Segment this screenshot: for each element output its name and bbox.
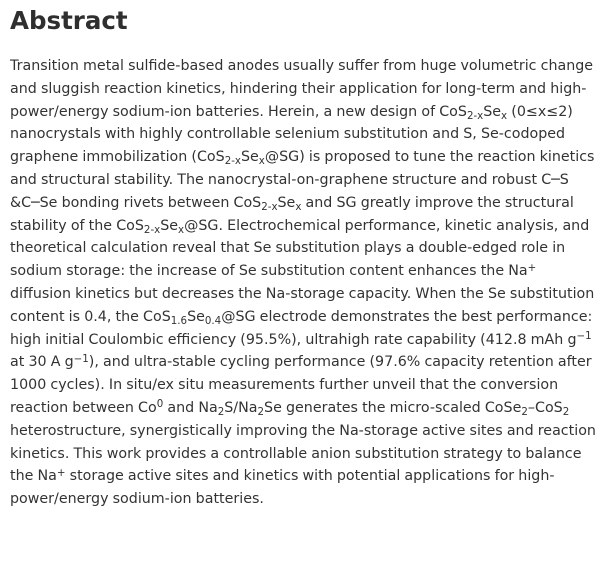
abstract-text-run: ), and ultra-stable cycling performance (97.6% capacity retention after 1000 cycles). In situ/ex situ measurements further unveil that the conversion reaction between Co xyxy=(10,354,592,416)
abstract-text-run: Se xyxy=(160,217,179,234)
abstract-text-run: –CoS xyxy=(527,399,563,416)
subscript-text: 2-x xyxy=(261,200,278,213)
abstract-text-run: heterostructure, synergistically improving the Na-storage active sites and reaction kinetics. This work provides a controllable anion substitution strategy to balance the Na xyxy=(10,422,596,485)
subscript-text: 2 xyxy=(257,406,265,419)
abstract-text-run: @SG. Electrochemical performance, kinetic analysis, and theoretical calculation reveal that Se substitution plays a double-edged role in sodium storage: the increase of Se substitution content enhances the Na xyxy=(10,217,590,280)
subscript-text: 2-x xyxy=(466,109,484,122)
subscript-text: 0.4 xyxy=(204,314,222,327)
superscript-text: + xyxy=(56,466,66,479)
subscript-text: x xyxy=(258,155,265,168)
abstract-text-run: Se xyxy=(483,103,502,120)
superscript-text: 0 xyxy=(156,398,164,411)
superscript-text: −1 xyxy=(576,329,592,342)
subscript-text: 2-x xyxy=(224,155,241,168)
abstract-text-run: at 30 A g xyxy=(10,354,74,371)
subscript-text: x xyxy=(178,223,185,236)
superscript-text: −1 xyxy=(73,352,89,365)
abstract-text-run: Se xyxy=(187,308,205,325)
subscript-text: 2 xyxy=(521,406,528,419)
abstract-text-run: @SG electrode demonstrates the best performance: high initial Coulombic efficiency (95.5%), ultrahigh rate capability (412.8 mAh g xyxy=(10,308,593,348)
subscript-text: x xyxy=(295,200,302,213)
abstract-text-run: Se xyxy=(277,194,296,211)
abstract-text-run: @SG) is proposed to tune the reaction kinetics and structural stability. The nanocrystal-on-graphene structure and robust C─S &C─Se bonding rivets between CoS xyxy=(10,149,595,211)
abstract-text-run: storage active sites and kinetics with potential applications for high-power/energy sodium-ion batteries. xyxy=(10,468,555,508)
abstract-text-run: diffusion kinetics but decreases the Na-storage capacity. When the Se substitution content is 0.4, the CoS xyxy=(10,285,595,325)
abstract-body xyxy=(10,55,597,511)
abstract-text-run: (0≤x≤2) nanocrystals with highly controllable selenium substitution and S, Se-codoped graphene immobilization (CoS xyxy=(10,103,573,166)
abstract-text-run: Se generates the micro-scaled CoSe xyxy=(264,399,522,416)
abstract-text-run: and Na xyxy=(163,399,218,416)
subscript-text: 2 xyxy=(562,406,570,419)
subscript-text: 1.6 xyxy=(170,314,188,327)
abstract-text-run: and SG greatly improve the structural stability of the CoS xyxy=(10,194,574,234)
abstract-text-run: S/Na xyxy=(224,399,258,416)
abstract-text-run: Transition metal sulfide-based anodes usually suffer from huge volumetric change and sluggish reaction kinetics, hindering their application for long-term and high-power/energy sodium-ion batteries. Herein, a new design of CoS xyxy=(10,58,594,120)
subscript-text: 2-x xyxy=(143,223,161,236)
superscript-text: + xyxy=(527,261,537,274)
abstract-text-run: Se xyxy=(240,149,259,166)
subscript-text: 2 xyxy=(217,406,225,419)
subscript-text: x xyxy=(501,109,508,122)
abstract-heading: Abstract xyxy=(10,6,128,35)
